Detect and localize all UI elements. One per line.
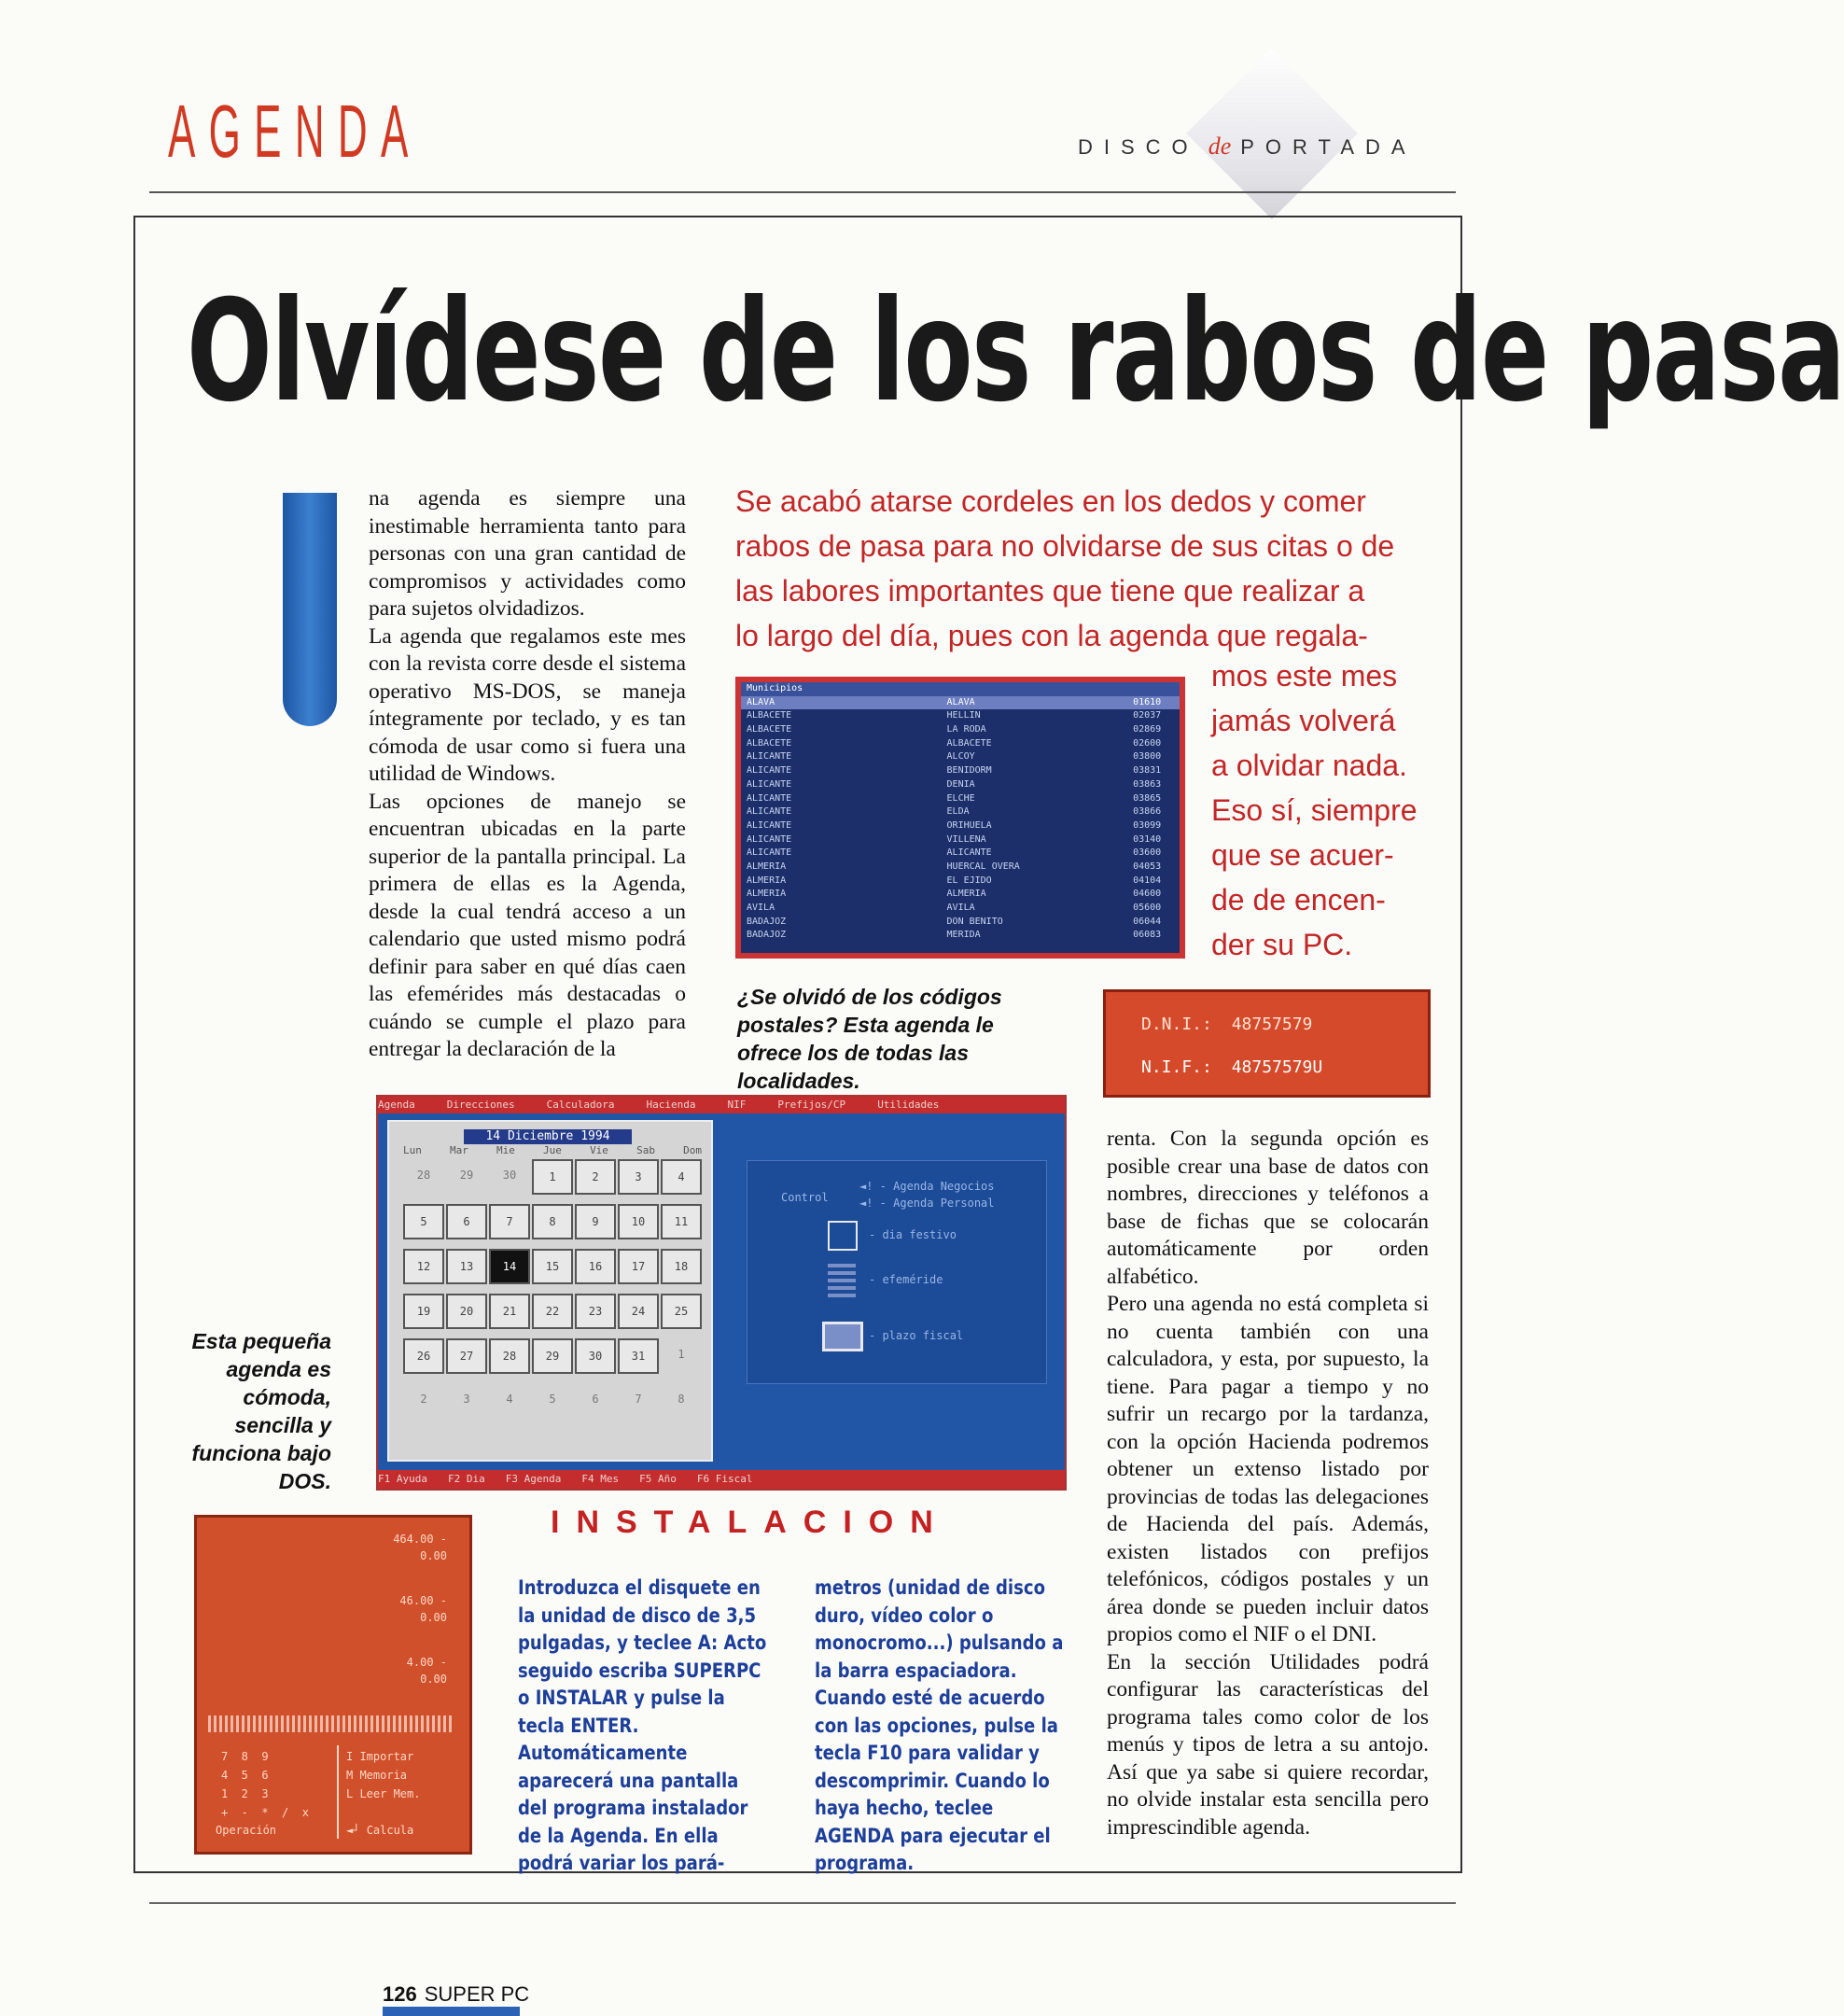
calendar-day: 7 (635, 1393, 642, 1406)
postal-row (741, 888, 1180, 902)
postal-cell: BADAJOZ (747, 930, 787, 941)
postal-cell: 03140 (1133, 833, 1162, 845)
dos-status-item: F3 Agenda (505, 1473, 562, 1485)
lead-line: de de encen- (1211, 883, 1386, 917)
calendar-day-today: 14 (489, 1249, 530, 1284)
lead-line: que se acuer- (1211, 838, 1394, 872)
postal-row (741, 805, 1180, 819)
calendar-day: 23 (575, 1294, 616, 1329)
calendar-day: 3 (618, 1159, 659, 1195)
calendar-day: 17 (618, 1249, 659, 1284)
calendar-day: 21 (489, 1294, 530, 1329)
calendar-day: 12 (403, 1249, 444, 1284)
calendar-day: 20 (446, 1294, 487, 1329)
postal-row (741, 723, 1180, 737)
postal-row (741, 929, 1180, 943)
calendar-day: 28 (416, 1169, 431, 1182)
postal-cell: ALMERIA (747, 889, 787, 900)
calc-display (232, 1531, 447, 1715)
postal-cell: 03831 (1133, 765, 1162, 777)
calc-calcula: ◄┘ Calcula (346, 1824, 414, 1837)
dos-menu-item: Agenda (378, 1099, 415, 1111)
postal-cell: EL EJIDO (946, 875, 992, 886)
postal-cell: ALMERIA (946, 889, 986, 900)
install-title: INSTALACION (551, 1505, 950, 1540)
calc-operation: Operación (216, 1824, 277, 1837)
lead-text (735, 479, 1421, 658)
postal-row (741, 861, 1180, 875)
postal-cell: ALBACETE (946, 737, 992, 749)
dos-menu-item: Calculadora (546, 1099, 615, 1111)
postal-row (741, 792, 1180, 806)
calendar-day: 10 (618, 1204, 659, 1239)
postal-cell: ALBACETE (747, 724, 792, 735)
calendar-caption: Esta pequeña agenda es cómoda, sencilla y funciona bajo DOS. (191, 1329, 331, 1493)
postal-cell: 03863 (1133, 778, 1162, 790)
drop-cap-u (283, 493, 337, 726)
calendar-day: 25 (661, 1294, 702, 1329)
postal-cell: ALBACETE (747, 710, 792, 721)
postal-cell: ORIHUELA (946, 819, 992, 831)
lead-line: rabos de pasa para no olvidarse de sus citas o de (735, 529, 1395, 563)
section-title: AGENDA (168, 90, 422, 173)
calc-value: 0.00 (420, 1549, 447, 1562)
postal-cell: ALMERIA (747, 861, 787, 872)
calc-key-row: 1 2 3 (221, 1787, 269, 1800)
calendar-day: 22 (532, 1294, 573, 1329)
fiscal-swatch (822, 1322, 863, 1351)
calc-command: L Leer Mem. (346, 1787, 421, 1800)
calendar-day: 7 (489, 1204, 530, 1239)
dni-value: 48757579 (1231, 1015, 1313, 1034)
postal-row (741, 916, 1180, 930)
postal-cell: MERIDA (946, 930, 981, 941)
postal-cell: 06044 (1133, 916, 1162, 927)
paragraph: Las opciones de manejo se encuentran ubicadas en la parte superior de la pantalla principal. La primera de ellas es la Agenda, desde la cual tendrá acceso a un calendario que usted mismo podrá definir para saber en qué días caen las efemérides más destacadas o cuándo se cumple el plazo para entregar la declaración de la (369, 789, 686, 1061)
postal-cell: DON BENITO (946, 916, 1003, 927)
legend-item-festivo: - dia festivo (869, 1228, 957, 1241)
calc-value: 0.00 (420, 1611, 447, 1624)
lead-line: Eso sí, siempre (1211, 793, 1418, 827)
festivo-swatch (828, 1221, 858, 1251)
calendar-day: 8 (532, 1204, 573, 1239)
section-label (1078, 133, 1417, 161)
postal-row (741, 750, 1180, 764)
lead-line: a olvidar nada. (1211, 749, 1407, 782)
postal-cell: 05600 (1133, 903, 1162, 913)
postal-row (741, 696, 1180, 710)
calendar-month: 14 Diciembre 1994 (464, 1129, 632, 1144)
postal-cell: BADAJOZ (747, 916, 787, 927)
postal-cell: 02037 (1133, 710, 1162, 721)
calendar-day: 4 (506, 1393, 513, 1406)
weekday-label: Vie (590, 1144, 608, 1156)
postal-row (741, 833, 1180, 847)
calendar-day: 8 (678, 1393, 685, 1406)
calendar-day: 27 (446, 1338, 487, 1374)
postal-cell: ALICANTE (747, 765, 792, 777)
postal-cell: ALICANTE (747, 792, 792, 804)
calendar-day: 26 (403, 1338, 444, 1374)
calendar-panel (387, 1120, 713, 1462)
legend-item-personal: ◄! - Agenda Personal (859, 1197, 995, 1210)
postal-cell: ALCOY (946, 751, 975, 763)
calendar-legend (747, 1160, 1047, 1384)
legend-item-fiscal: - plazo fiscal (869, 1329, 964, 1342)
weekday-label: Mie (496, 1144, 515, 1156)
nif-value: 48757579U (1231, 1057, 1323, 1077)
dni-screenshot (1103, 989, 1431, 1098)
paragraph: En la sección Utilidades podrá configurar las características del programa tales como color de los menús y tipos de letra a su antojo. Así que ya sabe si quiere recordar, no olvide instalar esta sencilla pero imprescindible agenda. (1107, 1649, 1429, 1840)
postal-header: Municipios (741, 682, 1180, 696)
dos-menu-item: Hacienda (646, 1099, 696, 1111)
postal-cell: ALAVA (946, 696, 975, 707)
calendar-grid (403, 1159, 702, 1415)
body-column-1 (369, 485, 686, 1064)
postal-cell: HUERCAL OVERA (946, 861, 1020, 872)
postal-cell: ELCHE (946, 792, 975, 804)
dos-status-item: F1 Ayuda (378, 1473, 427, 1485)
dos-statusbar (378, 1470, 1065, 1489)
calendar-day: 1 (532, 1159, 573, 1195)
calc-key-row: 4 5 6 (221, 1769, 269, 1782)
postal-row (741, 778, 1180, 792)
postal-cell: 03099 (1133, 819, 1162, 831)
calendar-day: 29 (532, 1338, 573, 1374)
lead-line: Se acabó atarse cordeles en los dedos y comer (735, 484, 1366, 518)
footer-rule (149, 1902, 1456, 1904)
calc-key-row: + - * / x (221, 1806, 309, 1819)
lead-line: der su PC. (1211, 928, 1353, 961)
calendar-day: 24 (618, 1294, 659, 1329)
postal-cell: BENIDORM (946, 765, 992, 777)
calendar-screenshot (376, 1095, 1067, 1491)
dos-status-item: F4 Mes (581, 1473, 620, 1485)
postal-cell: ALICANTE (747, 806, 792, 818)
postal-cell: ALMERIA (747, 875, 787, 886)
calc-value: 464.00 - (393, 1533, 447, 1546)
page-number: 126 (383, 1982, 417, 2006)
lead-line: lo largo del día, pues con la agenda que regala- (735, 619, 1368, 652)
paragraph: Pero una agenda no está completa si no cuenta también con una calculadora, y esta, por supuesto, la tiene. Para pagar a tiempo y no sufrir un recargo por la tardanza, con la opción Hacienda podremos obtener un extenso listado por provincias de todas las delegaciones de Hacienda del país. Además, existen listados con prefijos telefónicos, códigos postales y un área donde se pueden incluir datos propios como el NIF o el DNI. (1107, 1292, 1429, 1646)
postal-cell: ALICANTE (946, 847, 992, 859)
postal-cell: ALICANTE (747, 751, 792, 763)
calendar-day: 29 (459, 1169, 474, 1182)
header-rule (149, 191, 1456, 193)
calendar-day: 15 (532, 1249, 573, 1284)
postal-row (741, 875, 1180, 889)
calendar-day: 13 (446, 1249, 487, 1284)
headline: Olvídese de los rabos de pasa (187, 271, 1844, 433)
install-col-right: metros (unidad de disco duro, vídeo color o monocromo...) pulsando a la barra espaciadora. Cuando esté de acuerdo con las opciones, pulse la tecla F10 para validar y descomprimir. Cuando lo haya hecho, teclee AGENDA para ejecutar el programa. (815, 1576, 1064, 1874)
postal-cell: 04053 (1133, 861, 1162, 872)
calc-value: 0.00 (420, 1673, 447, 1686)
postal-cell: AVILA (747, 903, 775, 913)
postal-cell: ALAVA (747, 696, 775, 707)
postal-row (741, 764, 1180, 778)
paragraph: renta. Con la segunda opción es posible crear una base de datos con nombres, direcciones y teléfonos a base de fichas que se colocarán automáticamente por orden alfabético. (1107, 1127, 1429, 1289)
dni-label: D.N.I.: (1141, 1015, 1212, 1034)
weekday-label: Sab (636, 1144, 655, 1156)
calendar-day: 16 (575, 1249, 616, 1284)
calc-value: 46.00 - (399, 1594, 447, 1607)
postal-cell: 06083 (1133, 930, 1162, 941)
postal-rows (741, 696, 1180, 943)
nif-line (1141, 1057, 1322, 1077)
calc-key-row: 7 8 9 (221, 1750, 269, 1763)
dos-status-item: F6 Fiscal (696, 1473, 753, 1485)
calendar-day: 6 (446, 1204, 487, 1239)
postal-codes-screenshot (735, 677, 1185, 959)
footer-bar (383, 2007, 520, 2016)
calendar-day: 5 (549, 1393, 556, 1406)
postal-cell: 02600 (1133, 737, 1162, 749)
postal-cell: 03600 (1133, 847, 1162, 859)
dos-menu-item: Prefijos/CP (777, 1099, 846, 1111)
section-label-de: de (1208, 133, 1232, 160)
calc-separator (208, 1715, 453, 1732)
page-footer (383, 1982, 529, 2007)
calendar-day: 1 (678, 1348, 685, 1361)
calendar-day: 2 (420, 1393, 427, 1406)
dos-menu-item: NIF (727, 1099, 747, 1111)
calendar-weekdays (403, 1144, 702, 1156)
legend-control: Control (781, 1191, 829, 1204)
calendar-day: 28 (489, 1338, 530, 1374)
postal-cell: ALICANTE (747, 833, 792, 845)
calendar-day: 31 (618, 1338, 659, 1374)
postal-cell: 02869 (1133, 724, 1162, 735)
lead-line: jamás volverá (1211, 704, 1396, 737)
postal-cell: 03866 (1133, 806, 1162, 818)
dos-status-item: F2 Dia (447, 1473, 485, 1485)
postal-cell: 01610 (1133, 696, 1162, 707)
dos-menu-item: Direcciones (446, 1099, 515, 1111)
calc-divider (337, 1745, 339, 1839)
magazine-name: SUPER PC (424, 1982, 530, 2006)
calc-command: I Importar (346, 1750, 414, 1763)
postal-cell: 03865 (1133, 792, 1162, 804)
postal-row (741, 737, 1180, 751)
postal-cell: ALICANTE (747, 819, 792, 831)
postal-row (741, 902, 1180, 916)
postal-row (741, 819, 1180, 833)
postal-cell: ALICANTE (747, 778, 792, 790)
lead-line: las labores importantes que tiene que realizar a (735, 574, 1365, 608)
calendar-day: 11 (661, 1204, 702, 1239)
calendar-day: 6 (592, 1393, 599, 1406)
lead-line: mos este mes (1211, 659, 1398, 693)
body-column-3 (1107, 1126, 1429, 1841)
legend-item-efemeride: - efeméride (869, 1273, 943, 1286)
calc-keypad (221, 1747, 309, 1822)
calculator-screenshot (194, 1515, 472, 1855)
calendar-day: 2 (575, 1159, 616, 1195)
efemeride-swatch (828, 1260, 856, 1297)
postal-cell: VILLENA (946, 833, 986, 845)
postal-caption: ¿Se olvidó de los códigos postales? Esta agenda le ofrece los de todas las localidades. (737, 985, 1002, 1093)
calendar-day: 3 (463, 1393, 470, 1406)
weekday-label: Mar (450, 1144, 468, 1156)
legend-item-negocios: ◄! - Agenda Negocios (859, 1180, 995, 1193)
calendar-day: 18 (661, 1249, 702, 1284)
calendar-day: 30 (575, 1338, 616, 1374)
weekday-label: Dom (683, 1144, 702, 1156)
dos-menu-item: Utilidades (877, 1099, 940, 1111)
postal-cell: 04104 (1133, 875, 1162, 886)
postal-cell: ALICANTE (747, 847, 792, 859)
postal-cell: 03800 (1133, 751, 1162, 763)
postal-cell: ALBACETE (747, 737, 792, 749)
postal-cell: 04600 (1133, 889, 1162, 900)
paragraph: na agenda es siempre una inestimable herramienta tanto para personas con una gran cantidad de compromisos y actividades como para sujetos olvidadizos. (369, 486, 686, 621)
dos-menubar (378, 1097, 1065, 1113)
calc-value: 4.00 - (406, 1656, 447, 1669)
postal-cell: LA RODA (946, 724, 986, 735)
weekday-label: Lun (403, 1144, 422, 1156)
paragraph: La agenda que regalamos este mes con la revista corre desde el sistema operativo MS-DOS, se maneja íntegramente por teclado, y es tan cómoda de usar como si fuera una utilidad de Windows. (369, 623, 686, 786)
lead-text-narrow (1211, 653, 1426, 967)
calc-command: M Memoria (346, 1769, 408, 1782)
postal-row (741, 709, 1180, 723)
postal-cell: ELDA (946, 806, 970, 818)
calendar-day: 19 (403, 1294, 444, 1329)
postal-cell: DENIA (946, 778, 975, 790)
section-label-left: DISCO (1078, 135, 1199, 159)
install-col-left: Introduzca el disquete en la unidad de disco de 3,5 pulgadas, y teclee A: Acto seguido escriba SUPERPC o INSTALAR y pulse la tecla ENTER. Automáticamente aparecerá una pantalla del programa instalador de la Agenda. En ella podrá variar los pará- (518, 1576, 767, 1874)
weekday-label: Jue (543, 1144, 562, 1156)
section-label-right: PORTADA (1240, 135, 1417, 159)
calendar-day: 30 (502, 1169, 517, 1182)
postal-cell: HELLIN (946, 710, 981, 721)
calendar-day: 9 (575, 1204, 616, 1239)
calendar-day: 4 (661, 1159, 702, 1195)
dos-status-item: F5 Año (639, 1473, 677, 1485)
calc-commands (346, 1747, 420, 1803)
calendar-day: 5 (403, 1204, 444, 1239)
postal-row (741, 847, 1180, 861)
nif-label: N.I.F.: (1141, 1057, 1212, 1077)
dni-line (1141, 1015, 1312, 1034)
postal-cell: AVILA (946, 903, 975, 913)
